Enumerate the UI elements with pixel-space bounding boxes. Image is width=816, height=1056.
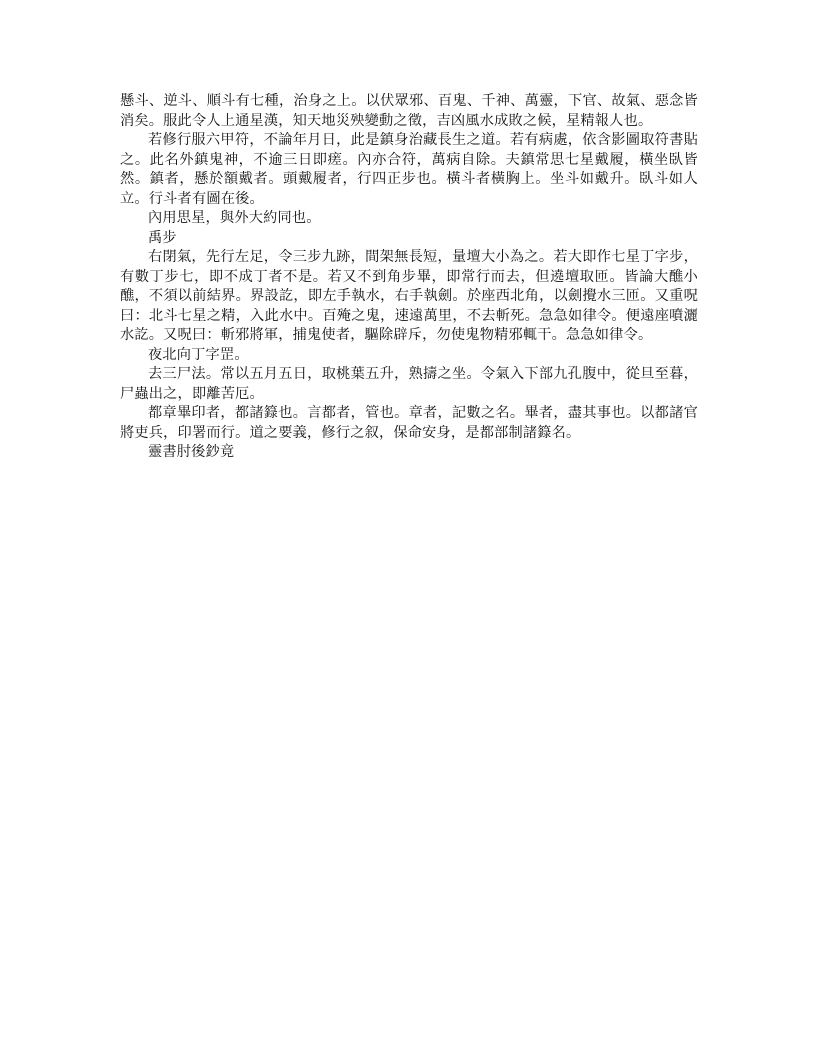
paragraph-2: 若修行服六甲符，不論年月日，此是鎮身治藏長生之道。若有病處，依含影圖取符書貼之。此名外鎮鬼神，不逾三日即瘥。內亦合符，萬病自除。夫鎮常思七星戴履，橫坐臥皆然。鎮者，懸於額戴者。頭戴履者，行四正步也。橫斗者橫胸上。坐斗如戴升。臥斗如人立。行斗者有圖在後。	[120, 132, 698, 207]
document-page	[120, 92, 698, 463]
paragraph-8: 都章畢印者，都諸籙也。言都者，管也。章者，記數之名。畢者，盡其事也。以都諸官將吏兵，印署而行。道之要義，修行之叙，保命安身，是都部制諸籙名。	[120, 405, 698, 441]
paragraph-1: 懸斗、逆斗、順斗有七種，治身之上。以伏眾邪、百鬼、千神、萬靈，下官、故氣、惡念皆消矣。服此令人上通星漢，知天地災殃變動之徵，吉凶風水成敗之候，星精報人也。	[120, 93, 698, 129]
closing-line: 靈書肘後鈔竟	[148, 444, 235, 460]
paragraph-3: 內用思星，與外大約同也。	[148, 210, 321, 226]
paragraph-5: 右閉氣，先行左足，令三步九跡，間架無長短，量壇大小為之。若大即作七星丁字步，有數丁步七，即不成丁者不是。若又不到角步畢，即常行而去，但遶壇取匝。皆論大醮小醮，不須以前結界。界設訖，即左手執水，右手執劍。於座西北角，以劍攪水三匝。又重呪曰：北斗七星之精，入此水中。百殗之鬼，速遠萬里，不去斬死。急急如律令。便遠座噴灑水訖。又呪曰：斬邪將軍，捕鬼使者，驅除辟斥，勿使鬼物精邪輒干。急急如律令。	[120, 249, 698, 343]
paragraph-7: 去三尸法。常以五月五日，取桃葉五升，熟擣之坐。令氣入下部九孔腹中，從旦至暮，尸蟲出之，即離苦厄。	[120, 366, 698, 402]
section-heading-yubu: 禹步	[148, 229, 177, 246]
paragraph-6: 夜北向丁字罡。	[148, 346, 249, 363]
